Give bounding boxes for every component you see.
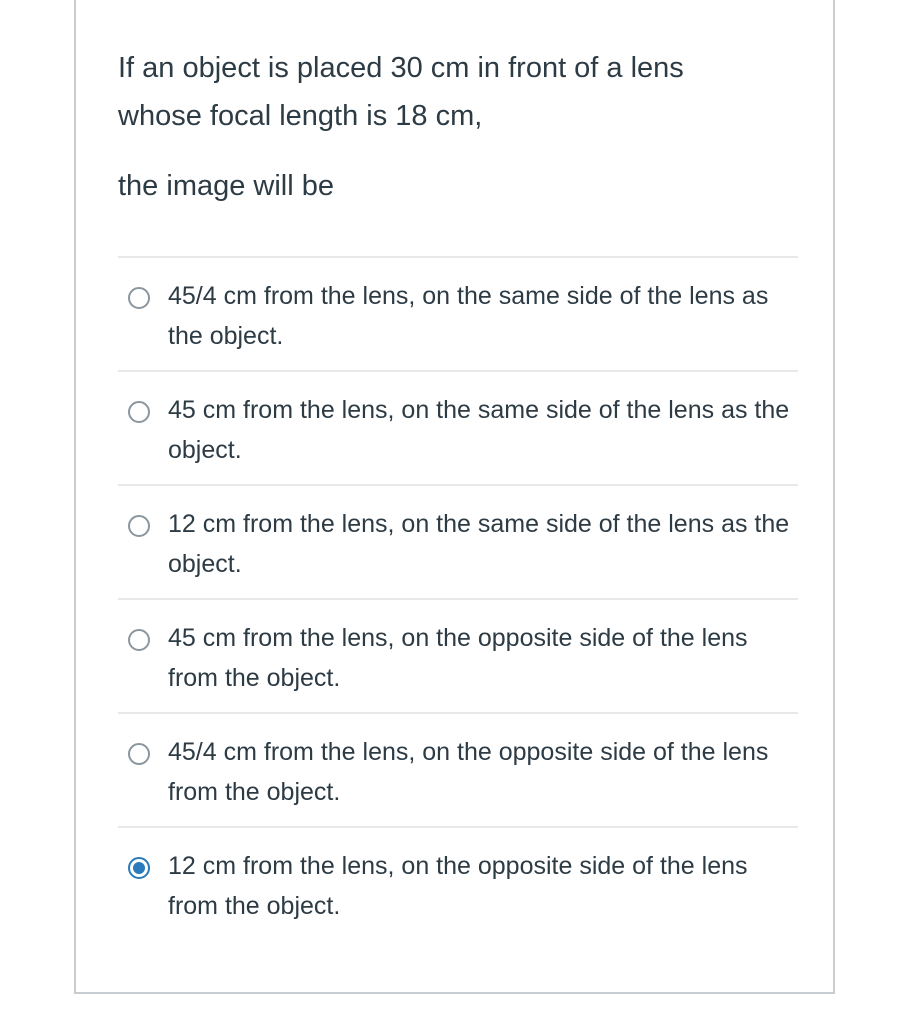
answer-option-2[interactable] xyxy=(118,370,798,484)
question-line-2: the image will be xyxy=(118,170,334,202)
answer-label: 45/4 cm from the lens, on the opposite side of the lens from the object. xyxy=(168,738,769,806)
question-card xyxy=(74,0,835,994)
radio-button[interactable] xyxy=(128,401,150,423)
answer-label: 45 cm from the lens, on the opposite side of the lens from the object. xyxy=(168,624,748,692)
answer-label: 12 cm from the lens, on the same side of the lens as the object. xyxy=(168,510,790,578)
radio-button[interactable] xyxy=(128,629,150,651)
radio-button-selected[interactable] xyxy=(128,857,150,879)
answer-option-4[interactable] xyxy=(118,598,798,712)
answer-option-5[interactable] xyxy=(118,712,798,826)
question-text xyxy=(118,44,758,210)
answer-label: 45 cm from the lens, on the same side of the lens as the object. xyxy=(168,396,790,464)
answer-label: 12 cm from the lens, on the opposite side of the lens from the object. xyxy=(168,852,748,920)
answer-option-6[interactable] xyxy=(118,826,798,940)
answer-label: 45/4 cm from the lens, on the same side of the lens as the object. xyxy=(168,282,769,350)
radio-button[interactable] xyxy=(128,515,150,537)
question-line-1: If an object is placed 30 cm in front of a lens whose focal length is 18 cm, xyxy=(118,52,684,132)
answer-option-3[interactable] xyxy=(118,484,798,598)
radio-button[interactable] xyxy=(128,743,150,765)
answer-option-1[interactable] xyxy=(118,256,798,370)
answer-list xyxy=(118,256,798,940)
radio-button[interactable] xyxy=(128,287,150,309)
